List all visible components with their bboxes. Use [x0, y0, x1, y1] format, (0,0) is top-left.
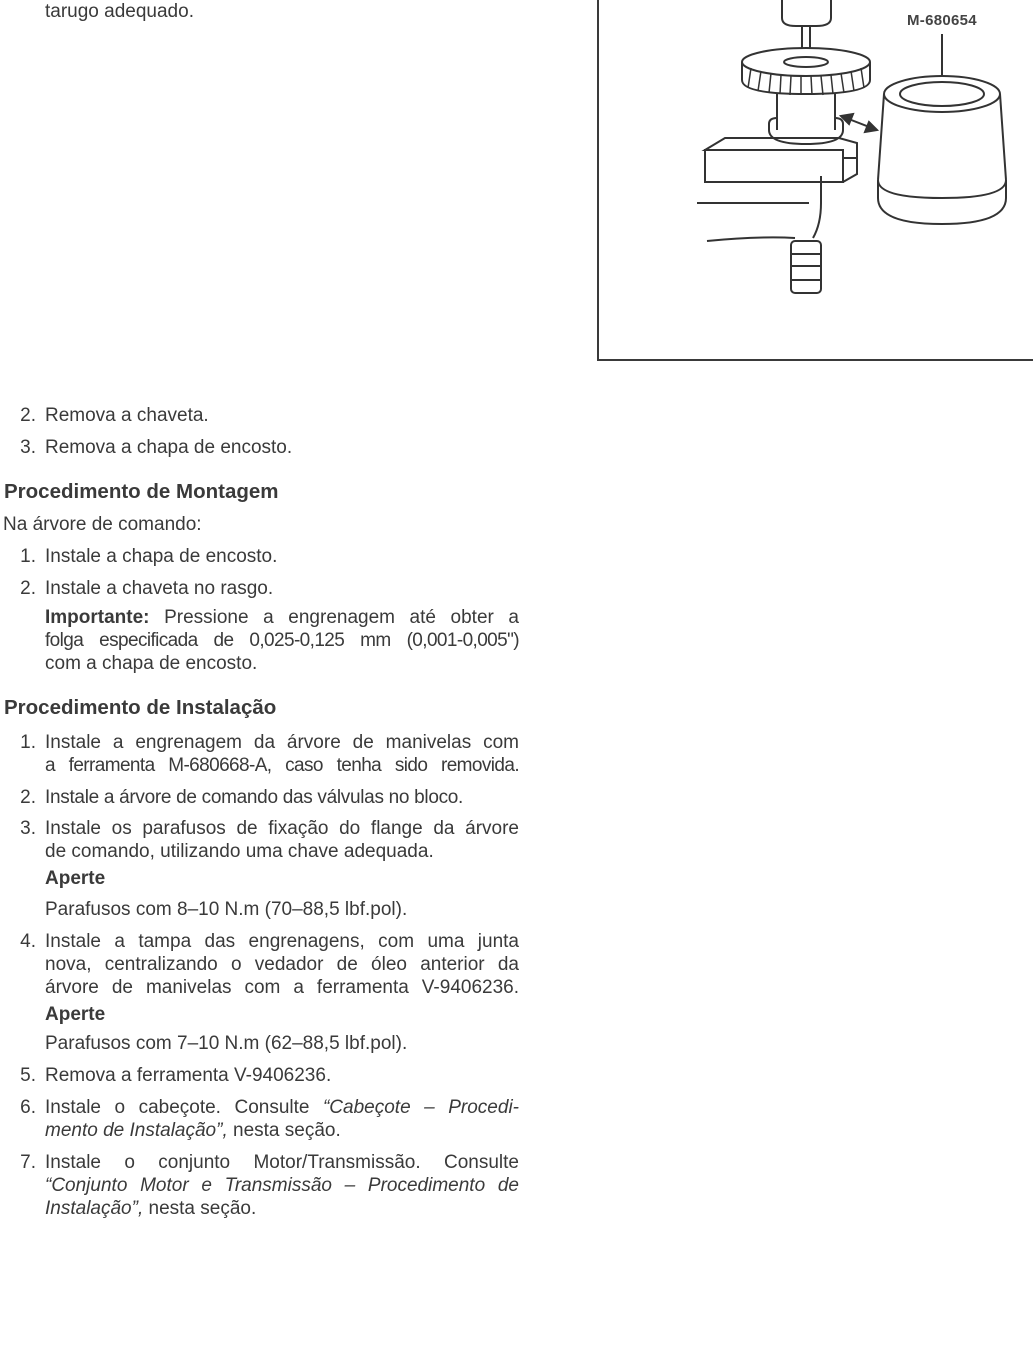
assembly-intro: Na árvore de comando:	[3, 514, 202, 535]
tool-illustration-figure	[597, 0, 1033, 361]
figure-label: M-680654	[907, 12, 977, 29]
section-heading-montagem: Procedimento de Montagem	[4, 480, 279, 503]
gear-puller-illustration	[599, 0, 1033, 359]
section-heading-instalacao: Procedimento de Instalação	[4, 696, 277, 719]
